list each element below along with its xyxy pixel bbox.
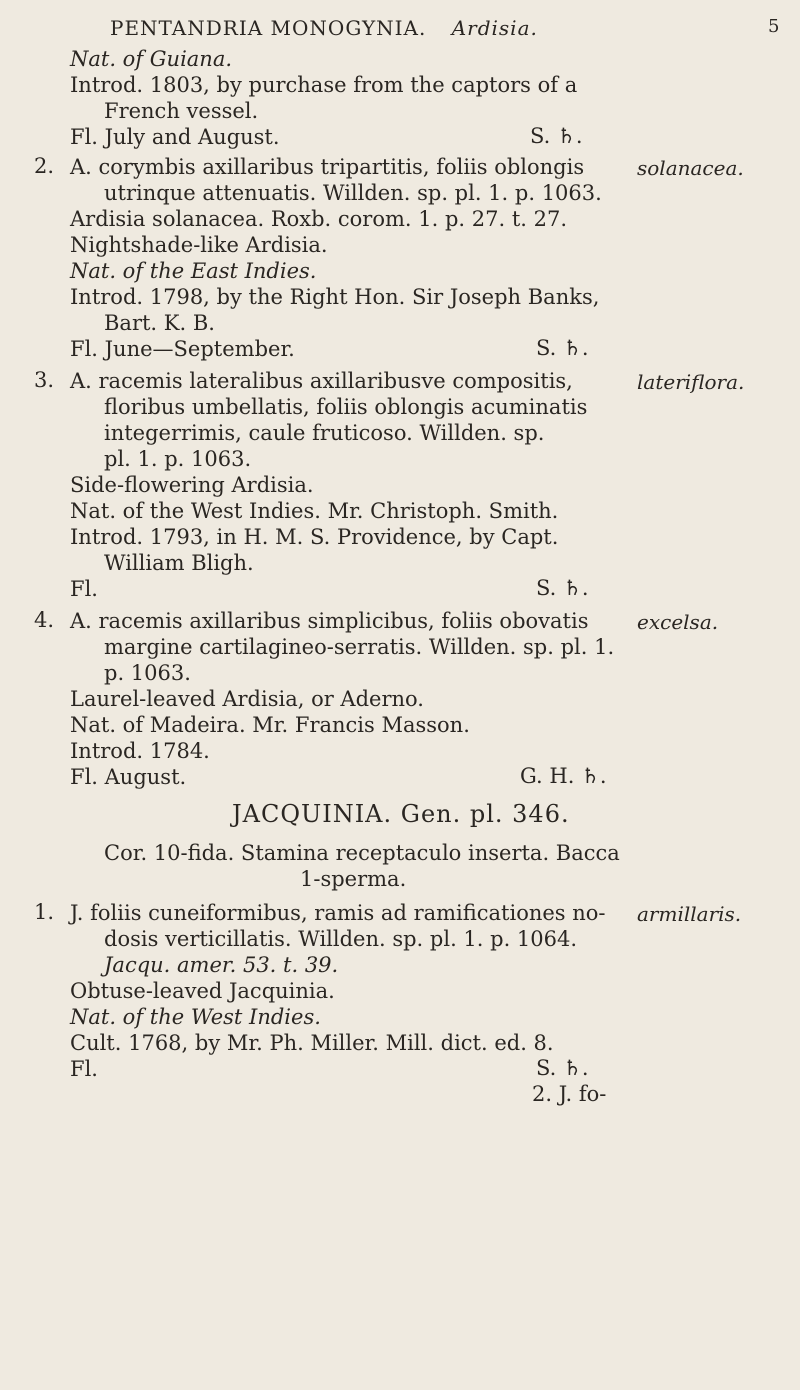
entry-line: Fl. August. [70,765,187,789]
catchword: 2. J. fo- [532,1082,607,1106]
entry-line: Fl. June—September. [70,337,295,361]
entry-number: 4. [34,608,55,632]
entry-line: dosis verticillatis. Willden. sp. pl. 1. p. 1064. [104,927,578,951]
culture-symbol: G. H. ♄. [520,764,607,788]
culture-symbol: S. ♄. [536,1056,589,1080]
entry-line: French vessel. [104,99,259,123]
page-number: 5 [768,16,780,37]
running-header [110,16,538,40]
entry-line: Obtuse-leaved Jacquinia. [70,979,335,1003]
entry-line: William Bligh. [104,551,254,575]
entry-line: Introd. 1798, by the Right Hon. Sir Joseph Banks, [70,285,600,309]
entry-line: Ardisia solanacea. Roxb. corom. 1. p. 27. t. 27. [70,207,568,231]
entry-line: A. corymbis axillaribus tripartitis, foliis oblongis [70,155,585,179]
entry-line: A. racemis lateralibus axillaribusve compositis, [70,369,573,393]
entry-line: Nat. of the East Indies. [70,259,317,283]
entry-line: Side-flowering Ardisia. [70,473,314,497]
entry-line: utrinque attenuatis. Willden. sp. pl. 1. p. 1063. [104,181,602,205]
culture-symbol: S. ♄. [530,124,583,148]
entry-line: Laurel-leaved Ardisia, or Aderno. [70,687,424,711]
entry-line: Nightshade-like Ardisia. [70,233,328,257]
margin-species-name: armillaris. [637,902,742,926]
entry-line: pl. 1. p. 1063. [104,447,252,471]
margin-species-name: lateriflora. [637,370,745,394]
entry-line: floribus umbellatis, foliis oblongis acuminatis [104,395,588,419]
entry-line: Bart. K. B. [104,311,215,335]
entry-line: margine cartilagineo-serratis. Willden. sp. pl. 1. [104,635,615,659]
entry-line: integerrimis, caule fruticoso. Willden. sp. [104,421,545,445]
entry-line: Nat. of Madeira. Mr. Francis Masson. [70,713,470,737]
entry-line: J. foliis cuneiformibus, ramis ad ramificationes no- [70,901,606,925]
entry-line: Nat. of Guiana. [70,47,233,71]
header-genus: Ardisia. [451,16,538,40]
entry-line: Cult. 1768, by Mr. Ph. Miller. Mill. dict. ed. 8. [70,1031,554,1055]
genus-character-line: Cor. 10-fida. Stamina receptaculo inserta. Bacca [104,841,620,865]
entry-number: 3. [34,368,55,392]
margin-species-name: solanacea. [637,156,744,180]
running-title: PENTANDRIA MONOGYNIA. [110,16,427,40]
entry-line: Introd. 1793, in H. M. S. Providence, by Capt. [70,525,559,549]
entry-line: Fl. [70,1057,98,1081]
entry-line: Nat. of the West Indies. [70,1005,321,1029]
entry-line: Introd. 1784. [70,739,210,763]
entry-line: Fl. July and August. [70,125,280,149]
genus-character-line: 1-sperma. [300,867,407,891]
culture-symbol: S. ♄. [536,576,589,600]
entry-line: Nat. of the West Indies. Mr. Christoph. Smith. [70,499,559,523]
entry-line: A. racemis axillaribus simplicibus, foliis obovatis [70,609,589,633]
genus-heading: JACQUINIA. Gen. pl. 346. [232,800,570,828]
culture-symbol: S. ♄. [536,336,589,360]
entry-number: 2. [34,154,55,178]
margin-species-name: excelsa. [637,610,719,634]
entry-line: Fl. [70,577,98,601]
entry-line: Introd. 1803, by purchase from the captors of a [70,73,578,97]
entry-number: 1. [34,900,55,924]
entry-line: p. 1063. [104,661,191,685]
entry-line: Jacqu. amer. 53. t. 39. [104,953,339,977]
